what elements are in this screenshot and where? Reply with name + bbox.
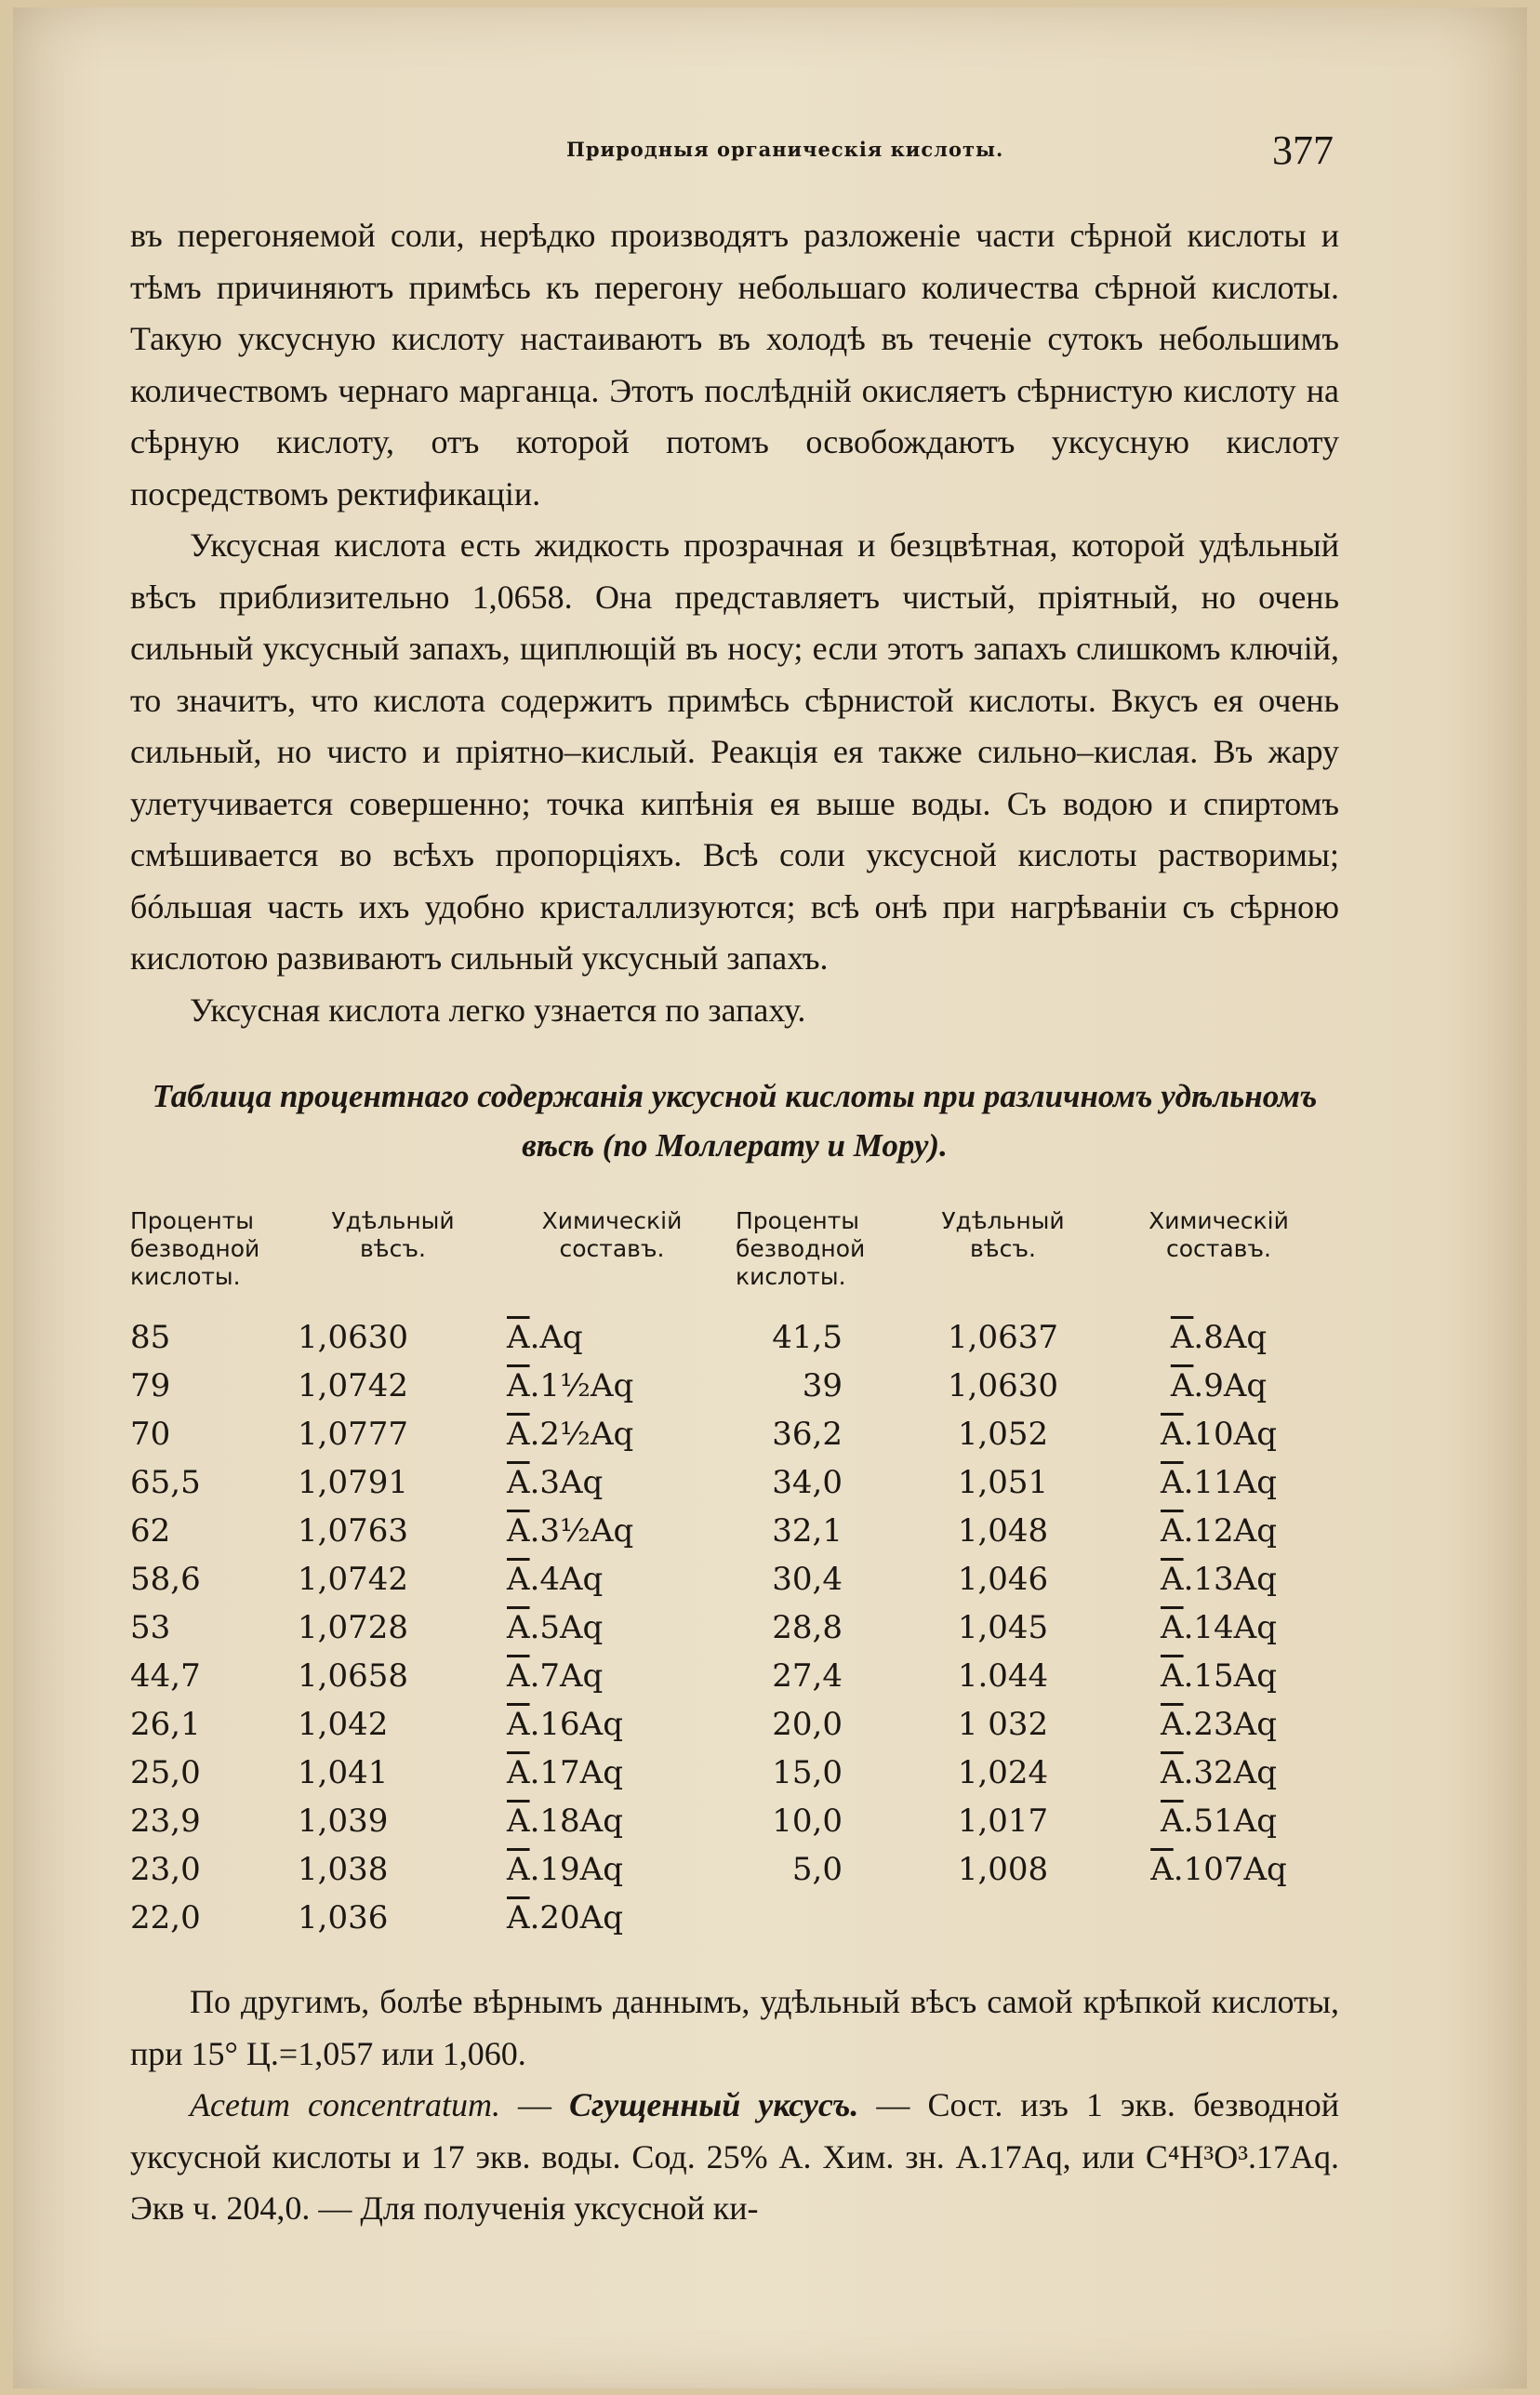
table-row [130, 1652, 1339, 1700]
percent-right-cell: 28,8 [772, 1609, 843, 1646]
composition-right-cell: $\overline{A}.14Aq$ [1161, 1609, 1277, 1646]
percent-right-cell: 27,4 [772, 1657, 843, 1695]
composition-right-cell: $\overline{A}.11Aq$ [1161, 1464, 1277, 1501]
density-right-cell: 1,008 [957, 1851, 1049, 1888]
composition-left-cell: $\overline{A}.Aq$ [507, 1319, 583, 1356]
percent-left-cell: 23,9 [130, 1803, 201, 1840]
density-right-cell: 1,017 [957, 1803, 1049, 1840]
density-right-cell: 1,051 [957, 1464, 1049, 1501]
density-left-cell: 1,0777 [298, 1416, 408, 1453]
composition-left-cell: $\overline{A}.20Aq$ [507, 1899, 623, 1936]
density-right-cell: 1.044 [957, 1657, 1049, 1695]
running-title: Природныя органическія кислоты. [566, 138, 1004, 161]
main-text [130, 210, 1339, 1170]
header-density-left: Удѣльный вѣсъ. [331, 1207, 455, 1262]
header-density-right: Удѣльный вѣсъ. [941, 1207, 1065, 1262]
page-number: 377 [1272, 127, 1334, 173]
table-header-row [130, 1207, 1339, 1313]
percent-right-cell: 10,0 [772, 1803, 843, 1840]
composition-left-cell: $\overline{A}.2\frac{1}{2}Aq$ [507, 1416, 634, 1453]
percent-left-cell: 22,0 [130, 1899, 201, 1936]
composition-right-cell [1098, 1894, 1339, 1942]
composition-right-cell: $\overline{A}.13Aq$ [1161, 1561, 1277, 1598]
russian-title: Сгущенный уксусъ. [569, 2086, 859, 2123]
percent-right-cell: 32,1 [772, 1512, 843, 1550]
composition-right-cell: $\overline{A}.32Aq$ [1161, 1754, 1277, 1791]
table-row [130, 1313, 1339, 1362]
percent-right-cell: 36,2 [772, 1416, 843, 1453]
density-left-cell: 1,039 [298, 1803, 389, 1840]
text-after-table [130, 1976, 1339, 2235]
density-left-cell: 1,038 [298, 1851, 389, 1888]
density-right-cell: 1,052 [957, 1416, 1049, 1453]
percent-left-cell: 23,0 [130, 1851, 201, 1888]
table-row [130, 1555, 1339, 1603]
density-left-cell: 1,036 [298, 1899, 389, 1936]
density-left-cell: 1,042 [298, 1706, 389, 1743]
composition-right-cell: $\overline{A}.9Aq$ [1170, 1367, 1268, 1404]
table-row [130, 1410, 1339, 1458]
acetic-acid-table [130, 1207, 1339, 1942]
book-page [13, 7, 1527, 2388]
percent-left-cell: 53 [130, 1609, 171, 1646]
composition-left-cell: $\overline{A}.18Aq$ [507, 1803, 623, 1840]
density-left-cell: 1,041 [298, 1754, 389, 1791]
percent-left-cell: 25,0 [130, 1754, 201, 1791]
composition-right-cell: $\overline{A}.15Aq$ [1161, 1657, 1277, 1695]
paragraph-5-body: — Сост. изъ 1 экв. безводной уксусной кислоты и 17 экв. воды. Сод. 25% A. Хим. зн. A.17Aq, или C⁴H³O³.17Aq. Экв ч. 204,0. — Для полученія уксусной ки- [130, 2086, 1340, 2227]
table-row [130, 1797, 1339, 1845]
percent-left-cell: 70 [130, 1416, 171, 1453]
percent-right-cell: 15,0 [772, 1754, 843, 1791]
composition-right-cell: $\overline{A}.12Aq$ [1161, 1512, 1277, 1550]
density-right-cell: 1,024 [957, 1754, 1049, 1791]
composition-left-cell: $\overline{A}.4Aq$ [507, 1561, 604, 1598]
composition-left-cell: $\overline{A}.7Aq$ [507, 1657, 604, 1695]
table-row [130, 1603, 1339, 1652]
header-composition-right: Химическій составъ. [1148, 1207, 1289, 1262]
percent-right-cell: 39 [802, 1367, 843, 1404]
header-composition-left: Химическій составъ. [541, 1207, 683, 1262]
paragraph-2: Уксусная кислота есть жидкость прозрачная и безцвѣтная, которой удѣльный вѣсъ приблизительно 1,0658. Она представляетъ чистый, пріятный, но очень сильный уксусный запахъ, щиплющій въ носу; если этотъ запахъ слишкомъ ключій, то значитъ, что кислота содержитъ примѣсь сѣрнистой кислоты. Вкусъ ея очень сильный, но чисто и пріятно–кислый. Реакція ея также сильно–кислая. Въ жару улетучивается совершенно; точка кипѣнія ея выше воды. Съ водою и спиртомъ смѣшивается во всѣхъ пропорціяхъ. Всѣ соли уксусной кислоты растворимы; бóльшая часть ихъ удобно кристаллизуются; всѣ онѣ при нагрѣваніи съ сѣрною кислотою развиваютъ сильный уксусный запахъ. [130, 526, 1339, 977]
percent-right-cell: 30,4 [772, 1561, 843, 1598]
composition-left-cell: $\overline{A}.19Aq$ [507, 1851, 623, 1888]
percent-left-cell: 62 [130, 1512, 171, 1550]
table-row [130, 1507, 1339, 1555]
running-head [125, 126, 1334, 173]
composition-right-cell: $\overline{A}.23Aq$ [1161, 1706, 1277, 1743]
percent-left-cell: 65,5 [130, 1464, 201, 1501]
table-row [130, 1700, 1339, 1749]
percent-right-cell: 34,0 [772, 1464, 843, 1501]
density-left-cell: 1,0791 [298, 1464, 408, 1501]
composition-left-cell: $\overline{A}.17Aq$ [507, 1754, 623, 1791]
density-left-cell: 1,0763 [298, 1512, 408, 1550]
header-percent-left: Проценты безводной кислоты. [130, 1207, 260, 1290]
density-left-cell: 1,0658 [298, 1657, 408, 1695]
composition-right-cell: $\overline{A}.10Aq$ [1161, 1416, 1277, 1453]
percent-left-cell: 85 [130, 1319, 171, 1356]
paragraph-3: Уксусная кислота легко узнается по запаху. [190, 991, 806, 1029]
table-row [130, 1362, 1339, 1410]
density-right-cell: 1,048 [957, 1512, 1049, 1550]
composition-right-cell: $\overline{A}.107Aq$ [1150, 1851, 1287, 1888]
table-row [130, 1458, 1339, 1507]
paragraph-4: По другимъ, болѣе вѣрнымъ даннымъ, удѣльный вѣсъ самой крѣпкой кислоты, при 15° Ц.=1,057 или 1,060. [130, 1983, 1339, 2072]
paragraph-1: въ перегоняемой соли, нерѣдко производятъ разложеніе части сѣрной кислоты и тѣмъ причиняютъ примѣсь къ перегону небольшаго количества сѣрной кислоты. Такую уксусную кислоту настаиваютъ въ холодѣ въ теченіе сутокъ небольшимъ количествомъ чернаго марганца. Этотъ послѣдній окисляетъ сѣрнистую кислоту на сѣрную кислоту, отъ которой потомъ освобождаютъ уксусную кислоту посредствомъ ректификаціи. [130, 217, 1339, 512]
paragraph-5: Acetum concentratum. — Сгущенный уксусъ. — Сост. изъ 1 экв. безводной уксусной кислоты и 17 экв. воды. Сод. 25% A. Хим. зн. A.17Aq, или C⁴H³O³.17Aq. Экв ч. 204,0. — Для полученія уксусной ки- [130, 2086, 1340, 2227]
density-right-cell: 1,046 [957, 1561, 1049, 1598]
density-right-cell: 1,045 [957, 1609, 1049, 1646]
density-left-cell: 1,0742 [298, 1561, 408, 1598]
percent-right-cell: 41,5 [772, 1319, 843, 1356]
table-row [130, 1749, 1339, 1797]
table-row [130, 1894, 1339, 1942]
percent-right-cell: 20,0 [772, 1706, 843, 1743]
percent-left-cell: 44,7 [130, 1657, 201, 1695]
density-left-cell: 1,0630 [298, 1319, 408, 1356]
latin-title: Acetum concentratum. [190, 2086, 500, 2123]
density-right-cell: 1,0637 [948, 1319, 1058, 1356]
composition-right-cell: $\overline{A}.8Aq$ [1170, 1319, 1268, 1356]
percent-left-cell: 58,6 [130, 1561, 201, 1598]
density-left-cell: 1,0728 [298, 1609, 408, 1646]
percent-left-cell: 79 [130, 1367, 171, 1404]
table-body [130, 1313, 1339, 1942]
percent-right-cell: 5,0 [791, 1851, 843, 1888]
composition-left-cell: $\overline{A}.3\frac{1}{2}Aq$ [507, 1512, 634, 1550]
percent-left-cell: 26,1 [130, 1706, 201, 1743]
composition-left-cell: $\overline{A}.1\frac{1}{2}Aq$ [507, 1367, 634, 1404]
percent-right-cell [736, 1894, 908, 1942]
composition-right-cell: $\overline{A}.51Aq$ [1161, 1803, 1277, 1840]
table-caption: Таблица процентнаго содержанія уксусной кислоты при различномъ удѣльномъ вѣсѣ (по Моллерату и Мору). [152, 1078, 1318, 1164]
composition-left-cell: $\overline{A}.3Aq$ [507, 1464, 604, 1501]
density-right-cell [908, 1894, 1098, 1942]
density-right-cell: 1 032 [957, 1706, 1049, 1743]
header-percent-right: Проценты безводной кислоты. [736, 1207, 866, 1290]
composition-left-cell: $\overline{A}.5Aq$ [507, 1609, 604, 1646]
composition-left-cell: $\overline{A}.16Aq$ [507, 1706, 623, 1743]
table-row [130, 1845, 1339, 1894]
density-left-cell: 1,0742 [298, 1367, 408, 1404]
density-right-cell: 1,0630 [948, 1367, 1058, 1404]
